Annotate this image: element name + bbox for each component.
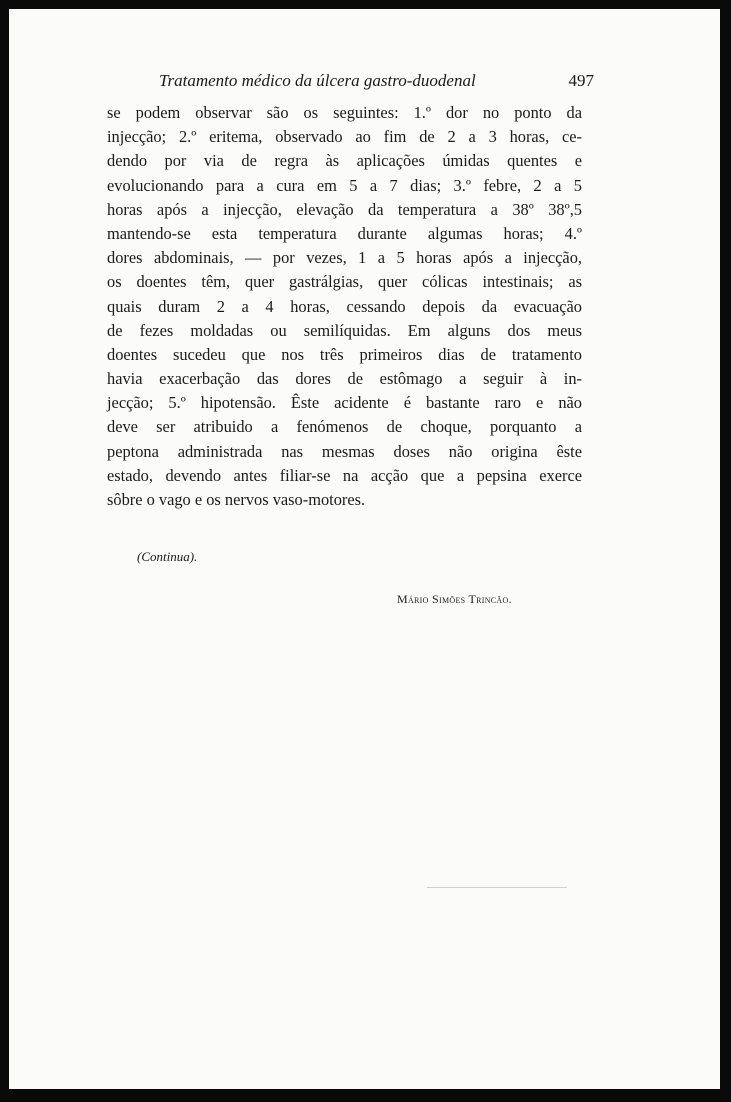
text-line: peptona administrada nas mesmas doses não origina êste (107, 441, 582, 461)
text-line: mantendo-se esta temperatura durante algumas horas; 4.º (107, 223, 582, 243)
text-line: havia exacerbação das dores de estômago a seguir à in- (107, 369, 582, 389)
running-title: Tratamento médico da úlcera gastro-duodenal (159, 71, 476, 90)
text-line: jecção; 5.º hipotensão. Êste acidente é bastante raro e não (107, 393, 582, 413)
text-line: estado, devendo antes filiar-se na acção que a pepsina exerce (107, 465, 582, 485)
text-line: deve ser atribuido a fenómenos de choque, porquanto a (107, 417, 582, 437)
text-line: doentes sucedeu que nos três primeiros dias de tratamento (107, 344, 582, 364)
running-header (159, 71, 594, 97)
text-line: evolucionando para a cura em 5 a 7 dias; 3.º febre, 2 a 5 (107, 175, 582, 195)
continua-note: (Continua). (137, 549, 198, 564)
page-number: 497 (568, 71, 594, 90)
text-line: horas após a injecção, elevação da temperatura a 38º 38º,5 (107, 199, 582, 219)
text-line: quais duram 2 a 4 horas, cessando depois da evacuação (107, 296, 582, 316)
text-line: de fezes moldadas ou semilíquidas. Em alguns dos meus (107, 320, 582, 340)
text-line: dendo por via de regra às aplicações úmidas quentes e (107, 151, 582, 171)
text-line: os doentes têm, quer gastrálgias, quer cólicas intestinais; as (107, 272, 582, 292)
text-line: dores abdominais, — por vezes, 1 a 5 horas após a injecção, (107, 248, 582, 268)
text-line: se podem observar são os seguintes: 1.º dor no ponto da (107, 103, 582, 122)
text-line: sôbre o vago e os nervos vaso-motores. (107, 490, 366, 509)
text-line: injecção; 2.º eritema, observado ao fim de 2 a 3 horas, ce- (107, 127, 582, 147)
show-through-rule (427, 887, 567, 888)
author-signature: Mário Simões Trincão. (397, 592, 512, 606)
body-paragraph (107, 101, 582, 512)
document-page (9, 9, 720, 1089)
